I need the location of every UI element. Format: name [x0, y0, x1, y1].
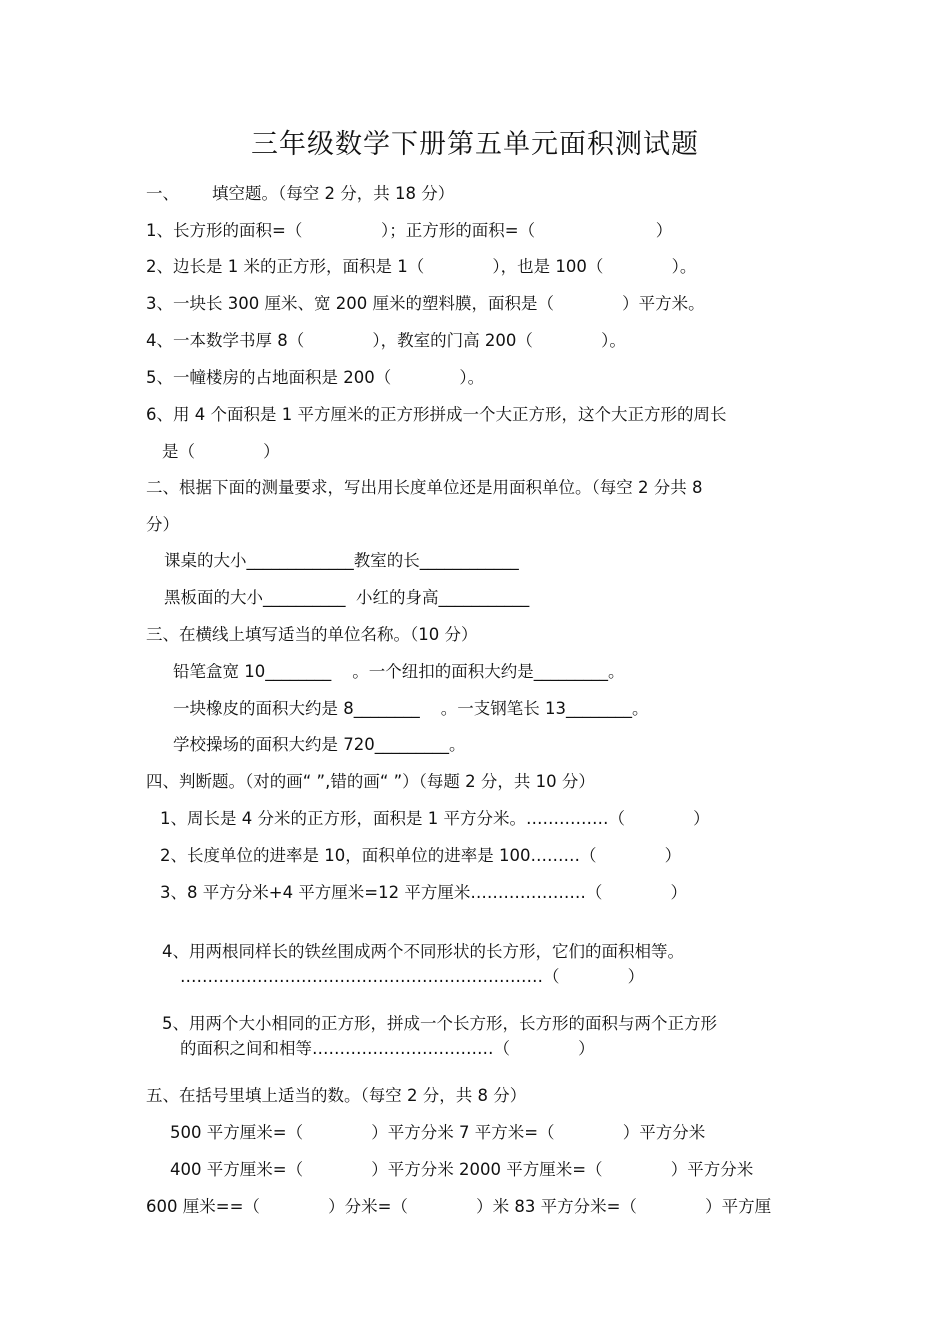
section2-row-1: 课桌的大小_____________教室的长____________ [164, 551, 519, 570]
section4-heading: 四、判断题。（对的画“ ”,错的画“ ”）（每题 2 分，共 10 分） [146, 772, 595, 791]
section1-heading: 填空题。（每空 2 分，共 18 分） [212, 184, 455, 203]
section4-question-5-line1: 5、用两个大小相同的正方形，拼成一个长方形，长方形的面积与两个正方形 [162, 1014, 717, 1033]
section4-question-5-line2: 的面积之间和相等……………………………（ ） [180, 1039, 595, 1058]
section3-row-1: 铅笔盒宽 10________ 。一个纽扣的面积大约是_________。 [173, 662, 625, 681]
section1-question-1: 1、长方形的面积=（ ）；正方形的面积=（ ） [146, 221, 673, 240]
section1-question-4: 4、一本数学书厚 8（ ），教室的门高 200（ ）。 [146, 331, 626, 350]
section3-row-2: 一块橡皮的面积大约是 8________ 。一支钢笔长 13________。 [173, 699, 649, 718]
section5-row-1: 500 平方厘米=（ ）平方分米 7 平方米=（ ）平方分米 [170, 1123, 706, 1142]
section3-row-3: 学校操场的面积大约是 720_________。 [173, 735, 466, 754]
section5-row-2: 400 平方厘米=（ ）平方分米 2000 平方厘米=（ ）平方分米 [170, 1160, 754, 1179]
section4-question-3: 3、8 平方分米+4 平方厘米=12 平方厘米…………………（ ） [160, 883, 688, 902]
section2-row-2: 黑板面的大小__________ 小红的身高___________ [164, 588, 530, 607]
section1-question-6-line2: 是（ ） [162, 442, 280, 461]
section5-heading: 五、在括号里填上适当的数。（每空 2 分，共 8 分） [146, 1086, 527, 1105]
section1-heading-number: 一、 [146, 184, 179, 203]
section2-heading-line1: 二、根据下面的测量要求，写出用长度单位还是用面积单位。（每空 2 分共 8 [146, 478, 703, 497]
section4-question-4-line1: 4、用两根同样长的铁丝围成两个不同形状的长方形，它们的面积相等。 [162, 942, 684, 961]
section1-question-2: 2、边长是 1 米的正方形，面积是 1（ ），也是 100（ ）。 [146, 257, 697, 276]
section4-question-4-line2: …………………………………………………………（ ） [180, 967, 645, 986]
section3-heading: 三、在横线上填写适当的单位名称。（10 分） [146, 625, 478, 644]
section4-question-1: 1、周长是 4 分米的正方形，面积是 1 平方分米。……………（ ） [160, 809, 710, 828]
section2-heading-line2: 分） [146, 515, 179, 534]
section1-question-3: 3、一块长 300 厘米、宽 200 厘米的塑料膜，面积是（ ）平方米。 [146, 294, 705, 313]
section1-question-5: 5、一幢楼房的占地面积是 200（ ）。 [146, 368, 485, 387]
section4-question-2: 2、长度单位的进率是 10，面积单位的进率是 100………（ ） [160, 846, 682, 865]
section5-row-3: 600 厘米==（ ）分米=（ ）米 83 平方分米=（ ）平方厘 [146, 1197, 772, 1216]
page-title: 三年级数学下册第五单元面积测试题 [251, 129, 699, 160]
section1-question-6-line1: 6、用 4 个面积是 1 平方厘米的正方形拼成一个大正方形，这个大正方形的周长 [146, 405, 727, 424]
